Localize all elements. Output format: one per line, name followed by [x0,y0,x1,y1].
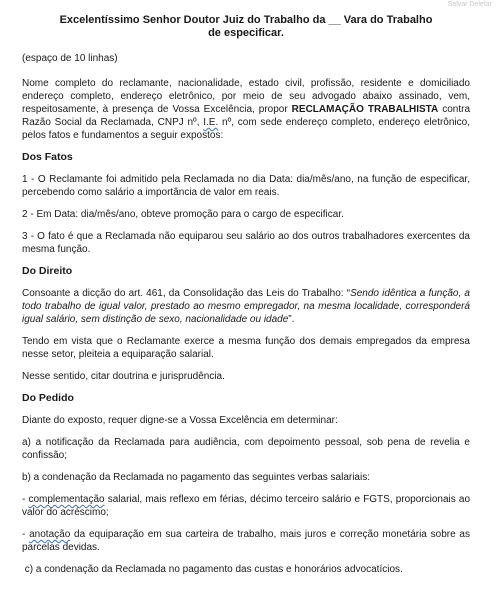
pedido-bullet-2 [22,528,470,554]
document-body [22,52,470,576]
pedido-item-a: a) a notificação da Reclamada para audiência, com depoimento pessoal, sob pena de revelia e confissão; [22,437,470,461]
intro-text-3: nº, com sede endereço completo, endereço eletrônico, pelos fatos e fundamentos a seguir expostos: [22,117,470,141]
bullet-2-keyword: anotação [29,529,71,540]
heading-fatos: Dos Fatos [22,151,73,163]
space-note: (espaço de 10 linhas) [22,53,118,64]
direito-p1-quote: Sendo idêntica a função, a todo trabalho de igual valor, prestado ao mesmo empregador, na mesma localidade, corresponderá igual salário, sem distinção de sexo, nacionalidade ou idade [22,288,470,325]
bullet-1-keyword: complementação [28,494,105,505]
fato-item-2: 2 - Em Data: dia/mês/ano, obteve promoção para o cargo de especificar. [22,209,344,220]
title-line-2: de especificar. [208,27,284,39]
intro-ie-abbrev: I.E. [203,117,219,128]
direito-paragraph-1 [22,287,470,326]
pedido-item-b: b) a condenação da Reclamada no pagamento das seguintes verbas salariais: [22,472,370,483]
direito-p1-end: ”. [288,314,295,325]
intro-text-1: Nome completo do reclamante, nacionalidade, estado civil, profissão, residente e domiciliado endereço completo, endereço eletrônico, por meio de seu advogado abaixo assinado, vem, respeitosamente, à presença de Vossa Excelência, propor [22,78,470,115]
heading-pedido: Do Pedido [22,392,74,404]
heading-direito: Do Direito [22,265,73,277]
document-page [22,14,470,576]
bullet-1-text: salarial, mais reflexo em férias, décimo terceiro salário e FGTS, proporcionais ao valor do acréscimo; [22,494,471,518]
intro-paragraph [22,77,470,142]
top-toolbar-fade: Salvar Deletar [447,1,492,8]
bullet-1-dash: - [22,494,29,505]
direito-p1-intro: Consoante a dicção do art. 461, da Consolidação das Leis do Trabalho: “ [22,288,351,299]
fato-item-1: 1 - O Reclamante foi admitido pela Reclamada no dia Data: dia/mês/ano, na função de especificar, percebendo como salário a importância de valor em reais. [22,174,470,198]
pedido-bullet-1 [22,493,470,519]
direito-paragraph-2: Tendo em vista que o Reclamante exerce a mesma função dos demais empregados da empresa nesse setor, pleiteia a equiparação salarial. [22,336,470,360]
pedido-paragraph-1: Diante do exposto, requer digne-se a Vossa Excelência em determinar: [22,415,338,426]
document-title [22,14,470,40]
bullet-2-dash: - [22,529,30,540]
intro-text-2: contra Razão Social da Reclamada, CNPJ nº, [22,104,471,128]
pedido-item-c: c) a condenação da Reclamada no pagamento das custas e honorários advocatícios. [22,564,403,575]
fato-item-3: 3 - O fato é que a Reclamada não equiparou seu salário ao dos outros trabalhadores exercentes da mesma função. [22,231,470,255]
direito-paragraph-3: Nesse sentido, citar doutrina e jurisprudência. [22,371,225,382]
bullet-2-text: da equiparação em sua carteira de trabalho, mais juros e correção monetária sobre as parcelas devidas. [22,529,470,553]
title-line-1: Excelentíssimo Senhor Doutor Juiz do Trabalho da __ Vara do Trabalho [59,14,433,26]
intro-action-title: RECLAMAÇÃO TRABALHISTA [291,104,439,115]
